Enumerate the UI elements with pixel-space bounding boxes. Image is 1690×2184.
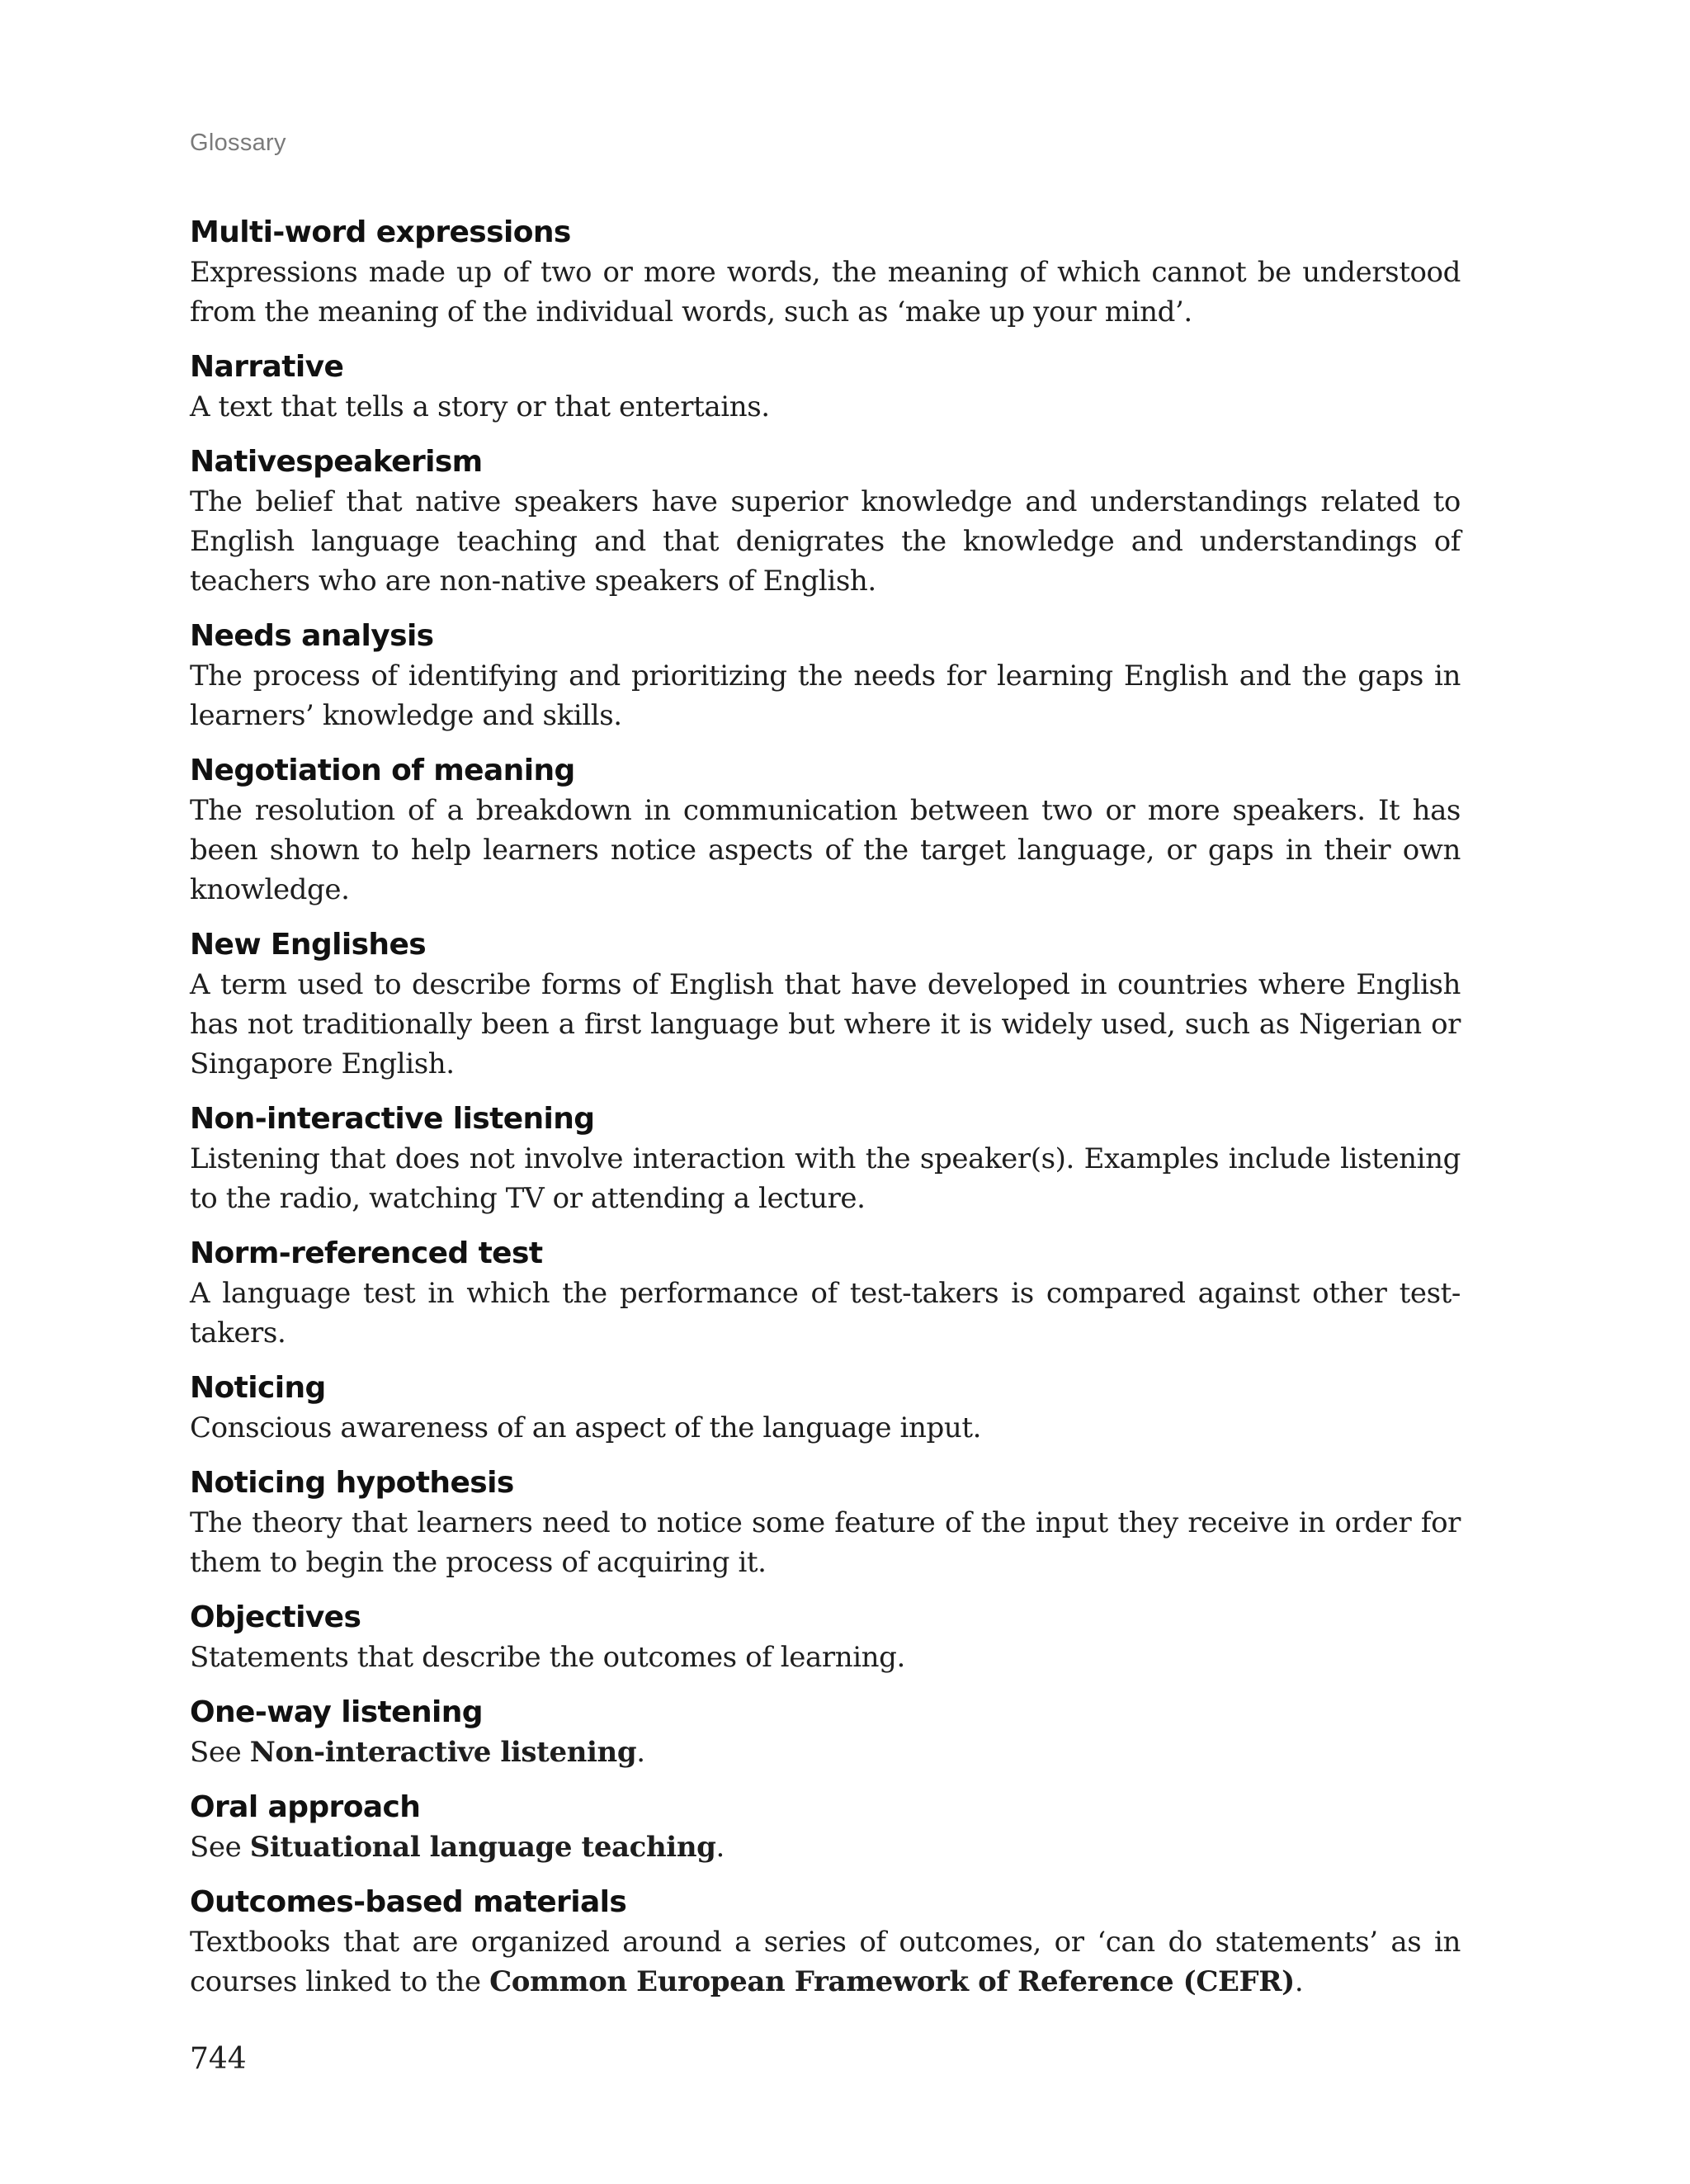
- glossary-entries: [190, 213, 1461, 2017]
- entry-term: One-way listening: [190, 1695, 483, 1729]
- entry-term: Multi-word expressions: [190, 215, 571, 249]
- glossary-entry: [190, 1788, 1461, 1867]
- glossary-entry: [190, 1369, 1461, 1448]
- definition-text: Textbooks that are organized around a series of outcomes, or ‘can do statements’ as in courses linked to the: [190, 1926, 1461, 1998]
- entry-term: Needs analysis: [190, 619, 434, 653]
- running-head: Glossary: [190, 130, 286, 156]
- entry-definition: A language test in which the performance of test-takers is compared against other test-takers.: [190, 1277, 1461, 1350]
- entry-definition: [190, 1827, 1461, 1867]
- glossary-entry: [190, 925, 1461, 1084]
- see-prefix: See: [190, 1736, 250, 1769]
- page-number: 744: [190, 2042, 247, 2076]
- glossary-entry: [190, 347, 1461, 427]
- glossary-entry: [190, 1099, 1461, 1218]
- entry-term: Oral approach: [190, 1790, 421, 1824]
- see-suffix: .: [636, 1736, 645, 1769]
- glossary-entry: [190, 1598, 1461, 1677]
- glossary-entry: [190, 213, 1461, 332]
- cross-reference: Situational language teaching: [249, 1831, 716, 1864]
- cross-reference: Common European Framework of Reference (CEFR): [489, 1965, 1295, 1998]
- glossary-entry: [190, 1693, 1461, 1772]
- glossary-entry: [190, 1234, 1461, 1353]
- entry-term: Noticing hypothesis: [190, 1466, 514, 1500]
- see-prefix: See: [190, 1831, 250, 1864]
- glossary-entry: [190, 1463, 1461, 1582]
- glossary-entry: [190, 1883, 1461, 2002]
- entry-definition: [190, 1733, 1461, 1772]
- entry-term: Non-interactive listening: [190, 1102, 595, 1136]
- entry-definition: The theory that learners need to notice some feature of the input they receive in order for them to begin the process of acquiring it.: [190, 1506, 1461, 1579]
- entry-term: New Englishes: [190, 928, 427, 962]
- see-suffix: .: [1294, 1965, 1304, 1998]
- entry-term: Norm-referenced test: [190, 1236, 543, 1270]
- glossary-entry: [190, 617, 1461, 735]
- entry-definition: The process of identifying and prioritizing the needs for learning English and the gaps in learners’ knowledge and skills.: [190, 659, 1461, 732]
- entry-definition: Statements that describe the outcomes of learning.: [190, 1641, 905, 1674]
- entry-definition: The resolution of a breakdown in communication between two or more speakers. It has been shown to help learners notice aspects of the target language, or gaps in their own knowledge.: [190, 794, 1461, 906]
- entry-definition: Expressions made up of two or more words, the meaning of which cannot be understood from the meaning of the individual words, such as ‘make up your mind’.: [190, 256, 1461, 329]
- entry-term: Noticing: [190, 1371, 326, 1405]
- glossary-entry: [190, 751, 1461, 910]
- entry-definition: [190, 1922, 1461, 2002]
- see-suffix: .: [715, 1831, 725, 1864]
- glossary-page: [190, 0, 1461, 2184]
- entry-term: Negotiation of meaning: [190, 754, 575, 787]
- entry-term: Nativespeakerism: [190, 445, 483, 479]
- entry-definition: Listening that does not involve interaction with the speaker(s). Examples include listening to the radio, watching TV or attending a lecture.: [190, 1142, 1461, 1215]
- entry-term: Objectives: [190, 1600, 361, 1634]
- entry-definition: The belief that native speakers have superior knowledge and understandings related to English language teaching and that denigrates the knowledge and understandings of teachers who are non-native speakers of English.: [190, 485, 1461, 598]
- entry-definition: Conscious awareness of an aspect of the language input.: [190, 1411, 981, 1444]
- entry-definition: A term used to describe forms of English that have developed in countries where English has not traditionally been a first language but where it is widely used, such as Nigerian or Singapore English.: [190, 968, 1461, 1080]
- cross-reference: Non-interactive listening: [249, 1736, 637, 1769]
- entry-definition: A text that tells a story or that entertains.: [190, 390, 770, 423]
- entry-term: Narrative: [190, 350, 344, 384]
- entry-term: Outcomes-based materials: [190, 1885, 627, 1919]
- glossary-entry: [190, 442, 1461, 601]
